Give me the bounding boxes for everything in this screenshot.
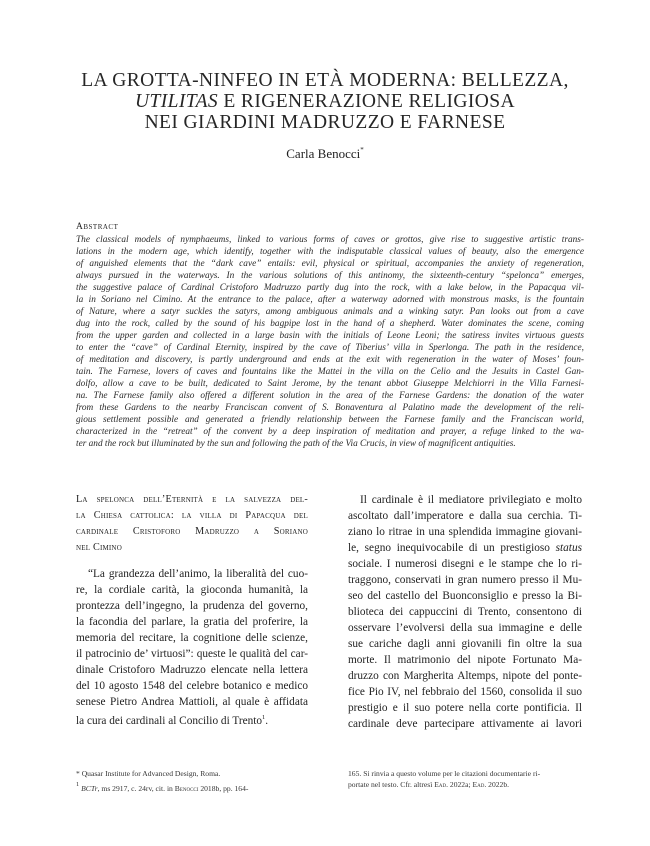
abstract-line: the suggestive palace of Cardinal Cristoforo Madruzzo partly dug into the rock, with a lake below, in the Papacqua vil-: [76, 283, 584, 293]
title-italic-word: UTILITAS: [135, 91, 219, 112]
paragraph-line: traggono, conservati in gran numero presso il Mu-: [348, 574, 582, 586]
author: [0, 146, 650, 162]
title-line-2-rest: E RIGENERAZIONE RELIGIOSA: [218, 91, 515, 112]
paragraph-line: prontezza dell’ingegno, la prudenza del governo,: [76, 600, 308, 612]
abstract-line: ter and the rock but illuminated by the sun and following the path of the Via Crucis, in view of magnificent antiquities.: [76, 439, 516, 449]
abstract-line: of anguished elements that the “dark cave” entails: evil, physical or spiritual, accompanies the anxiety of regeneration,: [76, 259, 584, 269]
paragraph-line: la cura dei cardinali al Concilio di Trento$^1$.: [76, 714, 269, 727]
footnote-affiliation: * Quasar Institute for Advanced Design, Roma.: [76, 769, 221, 778]
section-heading-line: nel Cimino: [76, 542, 122, 553]
footnote-ref-1: 1: [262, 714, 266, 721]
paragraph-line: seo del castello del Buonconsiglio e presso la Bi-: [348, 590, 582, 602]
footnote-1-continued-line-1: 165. Si rinvia a questo volume per le citazioni documentarie ri-: [348, 769, 541, 778]
paragraph-line: sue cariche dagli anni giovanili fin oltre la sua: [348, 638, 582, 650]
paragraph-line: re, la cordiale carità, la gioconda humanità, la: [76, 584, 308, 596]
author-footnote-mark: *: [360, 146, 364, 154]
paragraph-line: la facondia del parlare, la gratia del proferire, la: [76, 616, 308, 628]
paragraph-line: “La grandezza dell’animo, la liberalità del cuo-: [88, 568, 308, 580]
left-paragraph: [76, 566, 308, 729]
abstract-line: characterized in the “retreat” of the convent by a deep inspiration of meditation and prayer, a refuge linked to the wa-: [76, 427, 584, 437]
footnote-1-continued-line-2: portate nel testo. Cfr. altresì Ead. 2022a; Ead. 2022b.: [348, 780, 510, 789]
abstract-line: dolfo, allow a cave to be built, dedicated to Saint Jerome, by the tenant abbot Giuseppe Melchiorri in the Villa Farnesi-: [76, 379, 584, 389]
left-column: [76, 492, 308, 729]
abstract-line: to enter the “cave” of Cardinal Eternity, inspired by the cave of Tiberius’ villa in Sperlonga. The path in the residence,: [76, 343, 584, 353]
section-heading-line: la Chiesa cattolica: la villa di Papacqua del: [76, 510, 308, 521]
section-heading-line: La spelonca dell’Eternità e la salvezza del-: [76, 494, 308, 505]
article-title: [60, 70, 590, 133]
right-column: [348, 492, 582, 732]
footnote-1: $^1$ BCTr, ms 2917, c. 24rv, cit. in Benocci 2018b, pp. 164-: [76, 781, 249, 793]
abstract-body: [76, 234, 584, 450]
title-line-3: NEI GIARDINI MADRUZZO E FARNESE: [144, 112, 506, 133]
footnotes-left: [76, 768, 308, 794]
abstract-line: na. The Farnese family also offered a different solution in the area of the Farnese Gardens: the donation of the water: [76, 391, 584, 401]
paragraph-line: dinale Cristoforo Madruzzo elencate nella lettera: [76, 664, 308, 676]
abstract-line: la in Soriano nel Cimino. At the entrance to the palace, after a waterway adorned with monstrous masks, is the fountain: [76, 295, 584, 305]
abstract-line: tain. The Farnese, lovers of caves and fountains like the Mattei in the villa on the Celio and the Jesuits in Castel Gan-: [76, 367, 584, 377]
paragraph-line: druzzo con Margherita Altemps, nipote del ponte-: [348, 670, 582, 682]
paragraph-line: blioteca dei cappuccini di Trento, consentono di: [348, 606, 582, 618]
right-paragraph: [348, 492, 582, 732]
paragraph-line: prestigio e il suo potere nella corte pontificia. Il: [348, 702, 582, 714]
paragraph-line: del 10 agosto 1548 del celebre botanico e medico: [76, 680, 308, 692]
italic-word-status: status: [555, 542, 582, 554]
abstract-line: from the upper garden and collected in a large basin with the initials of Leone Leoni; the satiress invites virtuous guests: [76, 331, 584, 341]
section-heading-line: cardinale Cristoforo Madruzzo a Soriano: [76, 526, 308, 537]
paragraph-line: fice Pio IV, nel febbraio del 1560, consolida il suo: [348, 686, 582, 698]
paragraph-line: memoria del recitare, la cognitione delle scienze,: [76, 632, 308, 644]
section-heading: [76, 492, 308, 556]
abstract-line: dug into the rock, called by the sound of his bagpipe lost in the hand of a shepherd. Water dominates the scene, coming: [76, 319, 584, 329]
abstract-line: of meditation and discovery, is partly underground and ends at the exit with regeneration in the water of Moses’ foun-: [76, 355, 584, 365]
paragraph-line: le, segno inequivocabile di un prestigioso status: [348, 542, 582, 554]
paragraph-line: senese Pietro Andrea Mattioli, al quale è affidata: [76, 696, 308, 708]
title-line-2: [60, 91, 590, 112]
footnotes-right: [348, 768, 582, 790]
paragraph-line: ziano lo ritrae in una splendida immagine giovani-: [348, 526, 582, 538]
abstract-line: The classical models of nymphaeums, linked to various forms of caves or grottos, give rise to suggestive artistic trans-: [76, 235, 584, 245]
paragraph-line: osservare l’evolversi della sua immagine e delle: [348, 622, 582, 634]
paragraph-line: ascoltato dall’imperatore e dalla sua cerchia. Ti-: [348, 510, 582, 522]
paragraph-line: cardinale deve partecipare attivamente ai lavori: [348, 718, 582, 730]
abstract-line: from these Gardens to the nearby Franciscan convent of S. Bonaventura al Palatino made the development of the reli-: [76, 403, 584, 413]
paragraph-line: sociale. I numerosi disegni e le stampe che lo ri-: [348, 558, 582, 570]
abstract-line: gious settlement possible and generated a friendly relationship between the Farnese family and the Franciscan world,: [76, 415, 584, 425]
author-name: Carla Benocci: [286, 146, 361, 161]
title-line-1: LA GROTTA-NINFEO IN ETÀ MODERNA: BELLEZZA,: [81, 70, 569, 91]
abstract-heading: Abstract: [76, 222, 119, 232]
paragraph-line: il patrocinio de’ virtuosi”: queste le qualità del car-: [76, 648, 308, 660]
abstract-line: always pursued in the waterways. In the various solutions of this antinomy, the sixteenth-century “spelonca” emerges,: [76, 271, 584, 281]
abstract-line: of Nature, where a satyr suckles the satyrs, among ambiguous animals and a winking satyr. Pan looks out from a cave: [76, 307, 584, 317]
paragraph-line: morte. Il matrimonio del nipote Fortunato Ma-: [348, 654, 582, 666]
paragraph-line: Il cardinale è il mediatore privilegiato e molto: [360, 494, 582, 506]
abstract-line: lations in the modern age, which identify, together with the indisputable classical values of beauty, also the emergence: [76, 247, 584, 257]
